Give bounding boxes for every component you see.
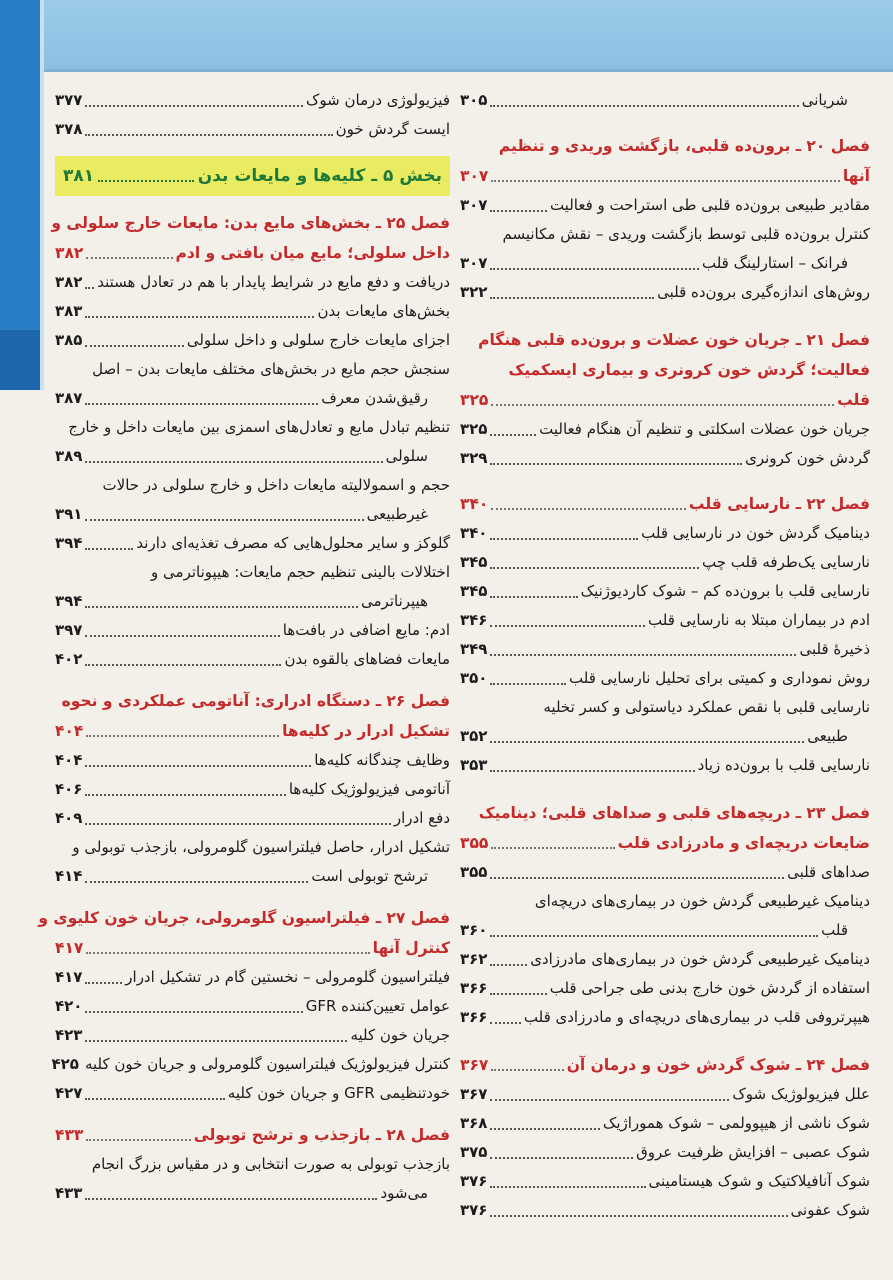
toc-entry[interactable]: صداهای قلبی ۳۵۵ <box>460 863 870 881</box>
chapter-22 <box>460 489 870 780</box>
toc-entry[interactable]: می‌شود ۴۳۳ <box>55 1184 428 1202</box>
toc-entry[interactable]: جریان خون کلیه ۴۲۳ <box>55 1026 450 1044</box>
chapter-title[interactable]: فصل ۲۱ ـ جریان خون عضلات و برون‌ده قلبی هنگام <box>478 331 870 349</box>
toc-entry[interactable]: رقیق‌شدن معرف ۳۸۷ <box>55 389 428 407</box>
toc-entry[interactable]: ایست گردش خون ۳۷۸ <box>55 115 450 144</box>
toc-entry[interactable]: وظایف چندگانه کلیه‌ها ۴۰۴ <box>55 751 450 769</box>
toc-entry-line[interactable]: تشکیل ادرار، حاصل فیلتراسیون گلومرولی، بازجذب توبولی و <box>72 838 450 856</box>
page-number: ۳۴۰ <box>460 495 489 513</box>
page-number: ۳۸۱ <box>63 166 95 186</box>
toc-entry[interactable]: شوک عصبی – افزایش ظرفیت عروق ۳۷۵ <box>460 1143 870 1161</box>
toc-right-column <box>460 86 870 1225</box>
page-number: ۳۰۷ <box>460 167 489 185</box>
thumb-index-tab-dark <box>0 330 40 390</box>
toc-entry[interactable]: شریانی ۳۰۵ <box>460 91 848 109</box>
toc-entry[interactable]: گلوکز و سایر محلول‌هایی که مصرف تغذیه‌ای دارند ۳۹۴ <box>55 534 450 552</box>
toc-entry[interactable]: ادم در بیماران مبتلا به نارسایی قلب ۳۴۶ <box>460 611 870 629</box>
toc-entry[interactable]: عوامل تعیین‌کننده GFR ۴۲۰ <box>55 997 450 1015</box>
toc-entry-line[interactable]: حجم و اسمولالیته مایعات داخل و خارج سلولی در حالات <box>102 476 450 494</box>
toc-entry[interactable]: مقادیر طبیعی برون‌ده قلبی طی استراحت و فعالیت ۳۰۷ <box>460 196 870 214</box>
toc-entry[interactable]: هیپرتروفی قلب در بیماری‌های دریچه‌ای و مادرزادی قلب ۳۶۶ <box>460 1008 870 1026</box>
toc-entry[interactable]: اجزای مایعات خارج سلولی و داخل سلولی ۳۸۵ <box>55 331 450 349</box>
chapter-26 <box>55 686 450 891</box>
toc-entry[interactable]: ترشح توبولی است ۴۱۴ <box>55 867 428 885</box>
page-number: ۴۱۷ <box>55 939 84 957</box>
chapter-title[interactable]: فصل ۲۰ ـ برون‌ده قلبی، بازگشت وریدی و تنظیم <box>498 137 870 155</box>
chapter-title[interactable]: فعالیت؛ گردش خون کرونری و بیماری ایسکمیک <box>508 361 870 379</box>
toc-entry[interactable]: ادم: مایع اضافی در بافت‌ها ۳۹۷ <box>55 621 450 639</box>
toc-left-column <box>38 86 450 1208</box>
chapter-20 <box>460 131 870 307</box>
toc-entry[interactable]: روش نموداری و کمیتی برای تحلیل نارسایی قلب ۳۵۰ <box>460 669 870 687</box>
chapter-title[interactable]: فصل ۲۸ ـ بازجذب و ترشح توبولی ۴۳۳ <box>55 1120 450 1150</box>
toc-entry[interactable]: شوک عفونی ۳۷۶ <box>460 1201 870 1219</box>
toc-entry-line[interactable]: تنظیم تبادل مایع و تعادل‌های اسمزی بین مایعات داخل و خارج <box>68 418 450 436</box>
chapter-title[interactable]: فصل ۲۶ ـ دستگاه ادراری: آناتومی عملکردی و نحوه <box>61 692 450 710</box>
page-number: ۴۰۴ <box>55 722 84 740</box>
toc-entry[interactable]: طبیعی ۳۵۲ <box>460 727 848 745</box>
page-number: ۳۷۷ <box>55 91 83 109</box>
toc-entry[interactable]: شوک آنافیلاکتیک و شوک هیستامینی ۳۷۶ <box>460 1172 870 1190</box>
toc-entry[interactable]: غیرطبیعی ۳۹۱ <box>55 505 428 523</box>
toc-entry-line[interactable]: نارسایی قلبی با نقص عملکرد دیاستولی و کسر تخلیه <box>543 698 870 716</box>
toc-entry[interactable]: خودتنظیمی GFR و جریان خون کلیه ۴۲۷ <box>55 1084 450 1102</box>
toc-entry[interactable]: علل فیزیولوژیک شوک ۳۶۷ <box>460 1085 870 1103</box>
toc-entry[interactable]: ذخیرهٔ قلبی ۳۴۹ <box>460 640 870 658</box>
page-number: ۳۸۲ <box>55 244 84 262</box>
toc-entry-line[interactable]: بازجذب توبولی به صورت انتخابی و در مقیاس بزرگ انجام <box>91 1155 450 1173</box>
toc-entry[interactable]: فیزیولوژی درمان شوک ۳۷۷ <box>55 86 450 115</box>
toc-entry[interactable]: قلب ۳۶۰ <box>460 921 848 939</box>
margin-stripe <box>40 0 44 390</box>
toc-entry[interactable]: نارسایی قلب با برون‌ده کم – شوک کاردیوژنیک ۳۴۵ <box>460 582 870 600</box>
page-header-band <box>0 0 893 72</box>
toc-entry[interactable]: روش‌های اندازه‌گیری برون‌ده قلبی ۳۲۲ <box>460 283 870 301</box>
chapter-title[interactable]: تشکیل ادرار در کلیه‌ها ۴۰۴ <box>55 716 450 746</box>
chapter-23 <box>460 798 870 1032</box>
page-number: ۴۳۳ <box>55 1126 84 1144</box>
toc-entry[interactable]: نارسایی یک‌طرفه قلب چپ ۳۴۵ <box>460 553 870 571</box>
chapter-21 <box>460 325 870 473</box>
toc-entry[interactable]: فیلتراسیون گلومرولی – نخستین گام در تشکیل ادرار ۴۱۷ <box>55 968 450 986</box>
chapter-title[interactable]: آنها ۳۰۷ <box>460 161 870 191</box>
chapter-title[interactable]: قلب ۳۲۵ <box>460 385 870 415</box>
toc-entry-line[interactable]: دینامیک غیرطبیعی گردش خون در بیماری‌های دریچه‌ای <box>534 892 870 910</box>
page-number: ۳۶۷ <box>460 1056 489 1074</box>
toc-entry[interactable]: دینامیک گردش خون در نارسایی قلب ۳۴۰ <box>460 524 870 542</box>
thumb-index-tab <box>0 0 40 330</box>
toc-entry[interactable]: سلولی ۳۸۹ <box>55 447 428 465</box>
page-number: ۳۲۵ <box>460 391 489 409</box>
chapter-28 <box>55 1120 450 1208</box>
toc-entry[interactable]: فرانک – استارلینگ قلب ۳۰۷ <box>460 254 848 272</box>
chapter-25 <box>51 208 450 674</box>
toc-entry-line[interactable]: اختلالات بالینی تنظیم حجم مایعات: هیپوناترمی و <box>151 563 450 581</box>
section-heading[interactable]: بخش ۵ ـ کلیه‌ها و مایعات بدن ۳۸۱ <box>55 156 450 196</box>
toc-entry[interactable]: هیپرناترمی ۳۹۴ <box>55 592 428 610</box>
chapter-title[interactable]: فصل ۲۲ ـ نارسایی قلب ۳۴۰ <box>460 489 870 519</box>
toc-entry[interactable]: دفع ادرار ۴۰۹ <box>55 809 450 827</box>
toc-entry[interactable]: گردش خون کرونری ۳۲۹ <box>460 449 870 467</box>
page-number: ۳۵۵ <box>460 834 489 852</box>
chapter-title[interactable]: فصل ۲۴ ـ شوک گردش خون و درمان آن ۳۶۷ <box>460 1050 870 1080</box>
toc-entry[interactable]: کنترل فیزیولوژیک فیلتراسیون گلومرولی و جریان خون کلیه ۴۲۵ <box>51 1055 450 1073</box>
toc-entry[interactable]: مایعات فضاهای بالقوه بدن ۴۰۲ <box>55 650 450 668</box>
chapter-title[interactable]: ضایعات دریچه‌ای و مادرزادی قلب ۳۵۵ <box>460 828 870 858</box>
toc-entry[interactable]: آناتومی فیزیولوژیک کلیه‌ها ۴۰۶ <box>55 780 450 798</box>
chapter-title[interactable]: فصل ۲۳ ـ دریچه‌های قلبی و صداهای قلبی؛ دینامیک <box>478 804 870 822</box>
toc-entry[interactable]: شوک ناشی از هیپوولمی – شوک هموراژیک ۳۶۸ <box>460 1114 870 1132</box>
toc-entry[interactable]: دریافت و دفع مایع در شرایط پایدار با هم در تعادل هستند ۳۸۲ <box>55 273 450 291</box>
chapter-27 <box>38 903 450 1108</box>
toc-entry-line[interactable]: کنترل برون‌ده قلبی توسط بازگشت وریدی – نقش مکانیسم <box>502 225 870 243</box>
chapter-24 <box>460 1050 870 1225</box>
toc-entry[interactable]: استفاده از گردش خون خارج بدنی طی جراحی قلب ۳۶۶ <box>460 979 870 997</box>
chapter-title[interactable]: کنترل آنها ۴۱۷ <box>55 933 450 963</box>
toc-entry[interactable]: جریان خون عضلات اسکلتی و تنظیم آن هنگام فعالیت ۳۲۵ <box>460 420 870 438</box>
chapter-title[interactable]: فصل ۲۷ ـ فیلتراسیون گلومرولی، جریان خون کلیوی و <box>38 909 450 927</box>
chapter-title[interactable]: داخل سلولی؛ مایع میان بافتی و ادم ۳۸۲ <box>55 238 450 268</box>
chapter-title[interactable]: فصل ۲۵ ـ بخش‌های مایع بدن: مایعات خارج سلولی و <box>51 214 450 232</box>
toc-entry[interactable]: دینامیک غیرطبیعی گردش خون در بیماری‌های مادرزادی ۳۶۲ <box>460 950 870 968</box>
toc-entry[interactable]: بخش‌های مایعات بدن ۳۸۳ <box>55 302 450 320</box>
toc-entry[interactable]: نارسایی قلب با برون‌ده زیاد ۳۵۳ <box>460 756 870 774</box>
toc-entry-line[interactable]: سنجش حجم مایع در بخش‌های مختلف مایعات بدن – اصل <box>92 360 450 378</box>
page-number: ۳۷۸ <box>55 120 83 138</box>
